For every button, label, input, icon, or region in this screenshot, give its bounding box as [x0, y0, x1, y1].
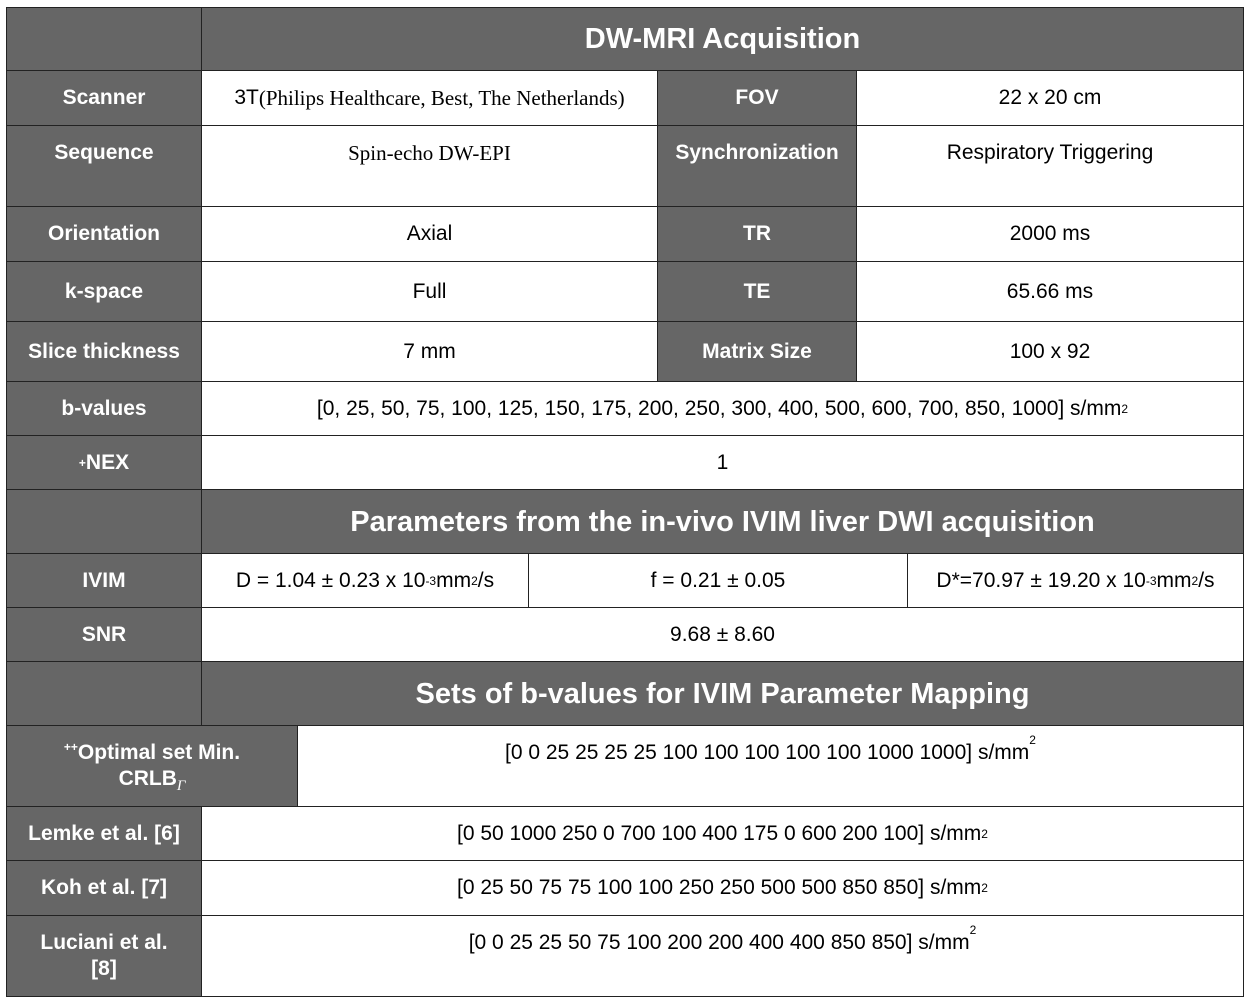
koh-value: [0 25 50 75 75 100 100 250 250 500 500 850 850] s/mm 2	[201, 860, 1244, 916]
nex-value: 1	[201, 435, 1244, 490]
te-label: TE	[657, 261, 857, 322]
ivim-d-text: D = 1.04 ± 0.23 x 10	[235, 568, 426, 592]
slice-thickness-label: Slice thickness	[6, 321, 202, 382]
koh-list: [0 25 50 75 75 100 100 250 250 500 500 850 850] s/mm	[457, 876, 982, 899]
snr-label: SNR	[6, 607, 202, 662]
header-corner	[6, 7, 202, 71]
sequence-value: Spin-echo DW-EPI	[201, 125, 658, 207]
lemke-list: [0 50 1000 250 0 700 100 400 175 0 600 200 100] s/mm	[457, 821, 982, 845]
luciani-list: [0 0 25 25 50 75 100 200 200 400 400 850 850] s/mm	[468, 931, 970, 954]
fov-value: 22 x 20 cm	[856, 70, 1244, 126]
optimal-set-gamma-subscript: Γ	[176, 778, 186, 795]
optimal-set-label	[6, 725, 298, 807]
synchronization-value: Respiratory Triggering	[856, 125, 1244, 207]
luciani-label: Luciani et al. [8]	[6, 915, 202, 997]
orientation-value: Axial	[201, 206, 658, 262]
bvalues-label: b-values	[6, 381, 202, 436]
kspace-label: k-space	[6, 261, 202, 322]
scanner-vendor: (Philips Healthcare, Best, The Netherlands)	[258, 86, 625, 110]
scanner-label: Scanner	[6, 70, 202, 126]
kspace-value: Full	[201, 261, 658, 322]
lemke-value: [0 50 1000 250 0 700 100 400 175 0 600 200 100] s/mm 2	[201, 806, 1244, 861]
section-title-bsets: Sets of b-values for IVIM Parameter Mapping	[201, 661, 1244, 726]
nex-label: + NEX	[6, 435, 202, 490]
bvalues-list: [0, 25, 50, 75, 100, 125, 150, 175, 200, 250, 300, 400, 500, 600, 700, 850, 1000] s/mm	[316, 396, 1122, 420]
header-corner-bsets	[6, 661, 202, 726]
ivim-label: IVIM	[6, 553, 202, 608]
te-value: 65.66 ms	[856, 261, 1244, 322]
koh-label: Koh et al. [7]	[6, 860, 202, 916]
scanner-value	[201, 70, 658, 126]
tr-value: 2000 ms	[856, 206, 1244, 262]
ivim-dstar-unit: mm	[1156, 568, 1192, 592]
slice-thickness-value: 7 mm	[201, 321, 658, 382]
ivim-dstar-value: D*=70.97 ± 19.20 x 10 -3 mm 2 /s	[907, 553, 1244, 608]
synchronization-label: Synchronization	[657, 125, 857, 207]
optimal-set-label-text: Optimal set Min. CRLB	[77, 741, 241, 790]
bvalues-value: [0, 25, 50, 75, 100, 125, 150, 175, 200, 250, 300, 400, 500, 600, 700, 850, 1000] s/mm 2	[201, 381, 1244, 436]
ivim-dstar-text: D*=70.97 ± 19.20 x 10	[936, 568, 1146, 592]
snr-value: 9.68 ± 8.60	[201, 607, 1244, 662]
section-title-parameters: Parameters from the in-vivo IVIM liver DWI acquisition	[201, 489, 1244, 554]
sequence-label: Sequence	[6, 125, 202, 207]
optimal-set-value: [0 0 25 25 25 25 100 100 100 100 100 1000 1000] s/mm 2	[297, 725, 1244, 807]
ivim-d-unit-tail: /s	[477, 568, 495, 592]
optimal-set-footnote-mark: ++	[63, 740, 78, 754]
matrix-size-value: 100 x 92	[856, 321, 1244, 382]
lemke-label: Lemke et al. [6]	[6, 806, 202, 861]
section-title-acquisition: DW-MRI Acquisition	[201, 7, 1244, 71]
scanner-field-strength: 3T	[234, 86, 259, 109]
fov-label: FOV	[657, 70, 857, 126]
ivim-dstar-unit-tail: /s	[1198, 568, 1215, 592]
nex-label-text: NEX	[85, 450, 130, 474]
orientation-label: Orientation	[6, 206, 202, 262]
optimal-set-list: [0 0 25 25 25 25 100 100 100 100 100 1000 1000] s/mm	[505, 741, 1030, 764]
ivim-d-value: D = 1.04 ± 0.23 x 10 -3 mm 2 /s	[201, 553, 529, 608]
header-corner-parameters	[6, 489, 202, 554]
ivim-d-unit: mm	[436, 568, 472, 592]
ivim-f-value: f = 0.21 ± 0.05	[528, 553, 908, 608]
matrix-size-label: Matrix Size	[657, 321, 857, 382]
luciani-value: [0 0 25 25 50 75 100 200 200 400 400 850 850] s/mm 2	[201, 915, 1244, 997]
tr-label: TR	[657, 206, 857, 262]
